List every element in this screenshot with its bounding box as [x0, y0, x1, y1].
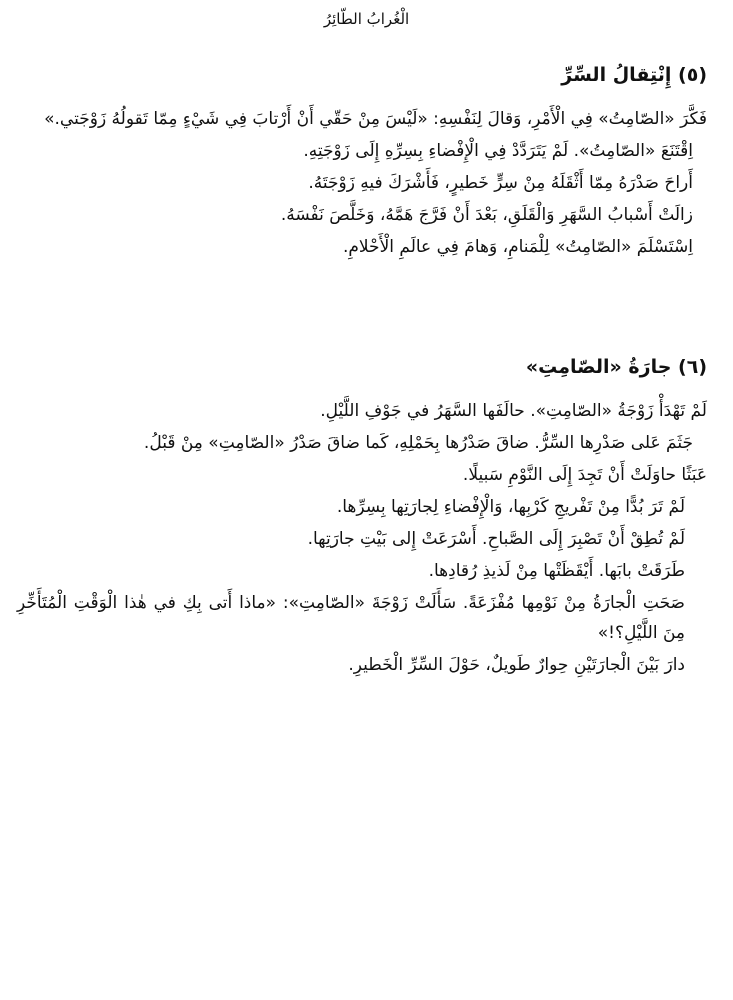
section-6-title: (٦) جارَةُ «الصّامِتِ» — [525, 356, 707, 378]
paragraph: اِقْتَنَعَ «الصّامِتُ». لَمْ يَتَرَدَّدْ فِي الْإِفْضاءِ بِسِرِّهِ إِلَى زَوْجَتِهِ. — [303, 141, 693, 161]
paragraph: دارَ بَيْنَ الْجارَتَيْنِ حِوارٌ طَويلٌ، حَوْلَ السِّرِّ الْخَطيرِ. — [348, 655, 685, 675]
paragraph: لَمْ تَهْدَأْ زَوْجَةُ «الصّامِتِ». حالَفَها السَّهَرُ في جَوْفِ اللَّيْلِ. — [320, 401, 707, 421]
section-5 — [17, 60, 707, 264]
paragraph: اِسْتَسْلَمَ «الصّامِتُ» لِلْمَنامِ، وَهامَ فِي عالَمِ الْأَحْلامِ. — [342, 237, 693, 257]
paragraph: أَراحَ صَدْرَهُ مِمّا أَثْقَلَهُ مِنْ سِرٍّ خَطيرٍ، فَأَشْرَكَ فيهِ زَوْجَتَهُ. — [308, 173, 693, 193]
running-head: الْغُرابُ الطّائِرُ — [323, 10, 410, 28]
paragraph: زالَتْ أَسْبابُ السَّهَرِ وَالْقَلَقِ، بَعْدَ أَنْ فَرَّجَ هَمَّهُ، وَخَلَّصَ نَفْسَهُ. — [280, 205, 693, 225]
section-5-title: (٥) إِنْتِقالُ السِّرِّ — [561, 64, 707, 86]
paragraph: جَثَمَ عَلى صَدْرِها السِّرُّ. ضاقَ صَدْرُها بِحَمْلِهِ، كَما ضاقَ صَدْرُ «الصّامِتِ» مِنْ قَبْلُ. — [143, 433, 693, 453]
paragraph: فَكَّرَ «الصّامِتُ» فِي الْأَمْرِ، وَقالَ لِنَفْسِهِ: «لَيْسَ مِنْ حَقّي أَنْ أَرْتابَ فِي شَيْءٍ مِمّا تَقولُهُ زَوْجَتي.» — [44, 109, 707, 129]
paragraph: طَرَقَتْ بابَها. أَيْقَظَتْها مِنْ لَذيذِ رُقادِها. — [428, 561, 685, 581]
paragraph: عَبَثًا حاوَلَتْ أَنْ تَجِدَ إِلَى النَّوْمِ سَبيلًا. — [462, 465, 707, 485]
paragraph: لَمْ تُطِقْ أَنْ تَصْبِرَ إِلَى الصَّباحِ. أَسْرَعَتْ إِلى بَيْتِ جارَتِها. — [307, 529, 685, 549]
paragraph: لَمْ تَرَ بُدًّا مِنْ تَفْريجِ كَرْبِها، وَالْإِفْضاءِ لِجارَتِها بِسِرِّها. — [336, 497, 685, 517]
paragraph: صَحَتِ الْجارَةُ مِنْ نَوْمِها مُفْزَعَةً. سَأَلَتْ زَوْجَةَ «الصّامِتِ»: «ماذا أَتى بِكِ في هٰذا الْوَقْتِ الْمُتَأَخِّرِ مِنَ اللَّيْلِ؟!» — [17, 593, 685, 643]
section-6 — [17, 352, 707, 682]
